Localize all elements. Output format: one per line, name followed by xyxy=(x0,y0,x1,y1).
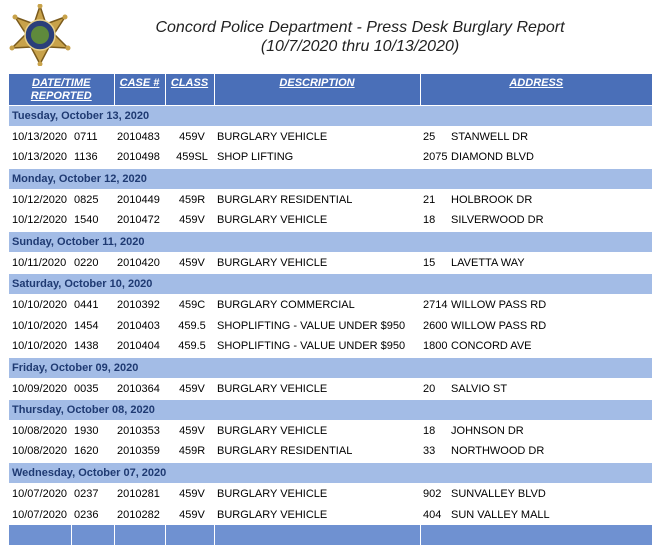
street-number: 15 xyxy=(423,256,436,269)
time-cell: 1930 xyxy=(74,424,99,437)
class-cell: 459.5 xyxy=(178,340,206,353)
street-number: 902 xyxy=(423,487,442,500)
description-cell: BURGLARY VEHICLE xyxy=(217,508,328,521)
class-cell: 459V xyxy=(179,487,205,500)
date-cell: 10/10/2020 xyxy=(12,298,68,311)
class-cell: 459V xyxy=(179,424,205,437)
address-header[interactable]: ADDRESS xyxy=(420,74,652,105)
time-cell: 1540 xyxy=(74,214,99,227)
table-row xyxy=(9,504,652,525)
burglary-report-table xyxy=(9,74,652,545)
address-cell xyxy=(420,147,652,168)
address-cell xyxy=(420,294,652,315)
address-cell xyxy=(420,378,652,399)
address-cell xyxy=(420,504,652,525)
table-row xyxy=(9,294,652,315)
date-time-header-label: DATE/TIME xyxy=(32,77,91,89)
date-cell: 10/13/2020 xyxy=(12,151,68,164)
table-row xyxy=(9,189,652,210)
description-cell: SHOP LIFTING xyxy=(217,151,294,164)
case-number-cell: 2010353 xyxy=(117,424,160,437)
table-row xyxy=(9,126,652,147)
class-cell: 459R xyxy=(178,193,206,206)
description-cell: BURGLARY VEHICLE xyxy=(217,382,328,395)
date-cell: 10/12/2020 xyxy=(12,214,68,227)
table-row xyxy=(9,378,652,399)
time-cell: 0236 xyxy=(74,508,99,521)
description-cell: BURGLARY VEHICLE xyxy=(217,487,328,500)
street-number: 1800 xyxy=(423,340,448,353)
time-cell: 1136 xyxy=(74,151,98,164)
street-name: HOLBROOK DR xyxy=(451,193,533,206)
street-number: 21 xyxy=(423,193,436,206)
table-row xyxy=(9,210,652,231)
report-body xyxy=(9,105,652,545)
description-cell: SHOPLIFTING - VALUE UNDER $950 xyxy=(217,319,406,332)
description-cell: BURGLARY COMMERCIAL xyxy=(217,298,355,311)
table-row xyxy=(9,252,652,273)
address-cell xyxy=(420,189,652,210)
date-cell: 10/10/2020 xyxy=(12,340,68,353)
description-header[interactable]: DESCRIPTION xyxy=(214,74,420,105)
footer-cell xyxy=(214,525,420,545)
report-date-range: (10/7/2020 thru 10/13/2020) xyxy=(260,38,460,55)
address-cell xyxy=(420,210,652,231)
date-cell: 10/07/2020 xyxy=(12,508,68,521)
day-group-header xyxy=(9,273,652,294)
day-label: Tuesday, October 13, 2020 xyxy=(9,105,652,126)
reported-header-label: REPORTED xyxy=(30,90,92,102)
description-cell: BURGLARY RESIDENTIAL xyxy=(217,445,353,458)
address-cell xyxy=(420,483,652,504)
day-label: Wednesday, October 07, 2020 xyxy=(9,462,652,483)
date-cell: 10/10/2020 xyxy=(12,319,68,332)
day-label: Sunday, October 11, 2020 xyxy=(9,231,652,252)
class-cell: 459V xyxy=(179,130,205,143)
table-footer-row xyxy=(9,525,652,545)
street-number: 2714 xyxy=(423,298,448,311)
street-number: 20 xyxy=(423,382,436,395)
street-name: JOHNSON DR xyxy=(451,424,524,437)
street-name: SUN VALLEY MALL xyxy=(451,508,550,521)
date-cell: 10/08/2020 xyxy=(12,424,68,437)
table-row xyxy=(9,336,652,357)
case-number-cell: 2010281 xyxy=(117,487,160,500)
day-group-header xyxy=(9,105,652,126)
class-cell: 459V xyxy=(179,214,205,227)
time-cell: 1438 xyxy=(74,340,99,353)
description-cell: BURGLARY VEHICLE xyxy=(217,256,328,269)
street-name: SALVIO ST xyxy=(451,382,508,395)
date-cell: 10/13/2020 xyxy=(12,130,68,143)
date-cell: 10/12/2020 xyxy=(12,193,68,206)
address-cell xyxy=(420,126,652,147)
report-title-block xyxy=(60,18,660,56)
street-number: 18 xyxy=(423,424,436,437)
address-cell xyxy=(420,336,652,357)
day-group-header xyxy=(9,168,652,189)
case-number-cell: 2010359 xyxy=(117,445,160,458)
table-row xyxy=(9,483,652,504)
date-cell: 10/07/2020 xyxy=(12,487,68,500)
footer-cell xyxy=(165,525,214,545)
address-cell xyxy=(420,252,652,273)
time-cell: 0035 xyxy=(74,382,99,395)
day-group-header xyxy=(9,462,652,483)
class-cell: 459V xyxy=(179,508,205,521)
footer-cell xyxy=(9,525,71,545)
case-number-cell: 2010403 xyxy=(117,319,160,332)
description-cell: BURGLARY VEHICLE xyxy=(217,214,328,227)
description-cell: BURGLARY VEHICLE xyxy=(217,130,328,143)
case-number-cell: 2010404 xyxy=(117,340,160,353)
street-name: LAVETTA WAY xyxy=(451,256,525,269)
table-header-row xyxy=(9,74,652,105)
case-number-cell: 2010449 xyxy=(117,193,160,206)
street-name: NORTHWOOD DR xyxy=(451,445,545,458)
case-number-cell: 2010483 xyxy=(117,130,160,143)
time-cell: 1620 xyxy=(74,445,99,458)
table-row xyxy=(9,315,652,336)
day-label: Friday, October 09, 2020 xyxy=(9,357,652,378)
day-group-header xyxy=(9,231,652,252)
day-group-header xyxy=(9,399,652,420)
case-number-cell: 2010282 xyxy=(117,508,160,521)
case-number-header[interactable]: CASE # xyxy=(114,74,165,105)
street-name: SILVERWOOD DR xyxy=(451,214,544,227)
street-number: 18 xyxy=(423,214,436,227)
street-number: 2600 xyxy=(423,319,448,332)
day-label: Thursday, October 08, 2020 xyxy=(9,399,652,420)
date-cell: 10/09/2020 xyxy=(12,382,68,395)
address-cell xyxy=(420,315,652,336)
case-number-cell: 2010472 xyxy=(117,214,160,227)
description-cell: BURGLARY RESIDENTIAL xyxy=(217,193,353,206)
footer-cell xyxy=(114,525,165,545)
class-cell: 459.5 xyxy=(178,319,206,332)
table-row xyxy=(9,420,652,441)
time-cell: 0441 xyxy=(74,298,99,311)
description-cell: BURGLARY VEHICLE xyxy=(217,424,328,437)
date-time-reported-header[interactable] xyxy=(9,74,114,105)
street-name: STANWELL DR xyxy=(451,130,529,143)
report-title: Concord Police Department - Press Desk Burglary Report xyxy=(155,19,565,36)
class-cell: 459SL xyxy=(176,151,208,164)
case-number-cell: 2010392 xyxy=(117,298,160,311)
street-number: 404 xyxy=(423,508,442,521)
class-cell: 459C xyxy=(178,298,206,311)
street-name: WILLOW PASS RD xyxy=(451,298,547,311)
street-number: 2075 xyxy=(423,151,448,164)
case-number-cell: 2010498 xyxy=(117,151,160,164)
street-name: CONCORD AVE xyxy=(451,340,532,353)
class-cell: 459V xyxy=(179,382,205,395)
street-name: SUNVALLEY BLVD xyxy=(451,487,546,500)
case-number-cell: 2010420 xyxy=(117,256,160,269)
time-cell: 1454 xyxy=(74,319,99,332)
table-row xyxy=(9,441,652,462)
description-cell: SHOPLIFTING - VALUE UNDER $950 xyxy=(217,340,406,353)
time-cell: 0237 xyxy=(74,487,99,500)
footer-cell xyxy=(71,525,114,545)
address-cell xyxy=(420,420,652,441)
day-label: Monday, October 12, 2020 xyxy=(9,168,652,189)
street-number: 25 xyxy=(423,130,436,143)
time-cell: 0825 xyxy=(74,193,99,206)
day-group-header xyxy=(9,357,652,378)
time-cell: 0711 xyxy=(74,130,98,143)
class-cell: 459R xyxy=(178,445,206,458)
table-row xyxy=(9,147,652,168)
street-name: DIAMOND BLVD xyxy=(451,151,534,164)
date-cell: 10/08/2020 xyxy=(12,445,68,458)
class-cell: 459V xyxy=(179,256,205,269)
day-label: Saturday, October 10, 2020 xyxy=(9,273,652,294)
date-cell: 10/11/2020 xyxy=(12,256,67,269)
class-header[interactable]: CLASS xyxy=(165,74,214,105)
time-cell: 0220 xyxy=(74,256,99,269)
footer-cell xyxy=(420,525,652,545)
street-number: 33 xyxy=(423,445,436,458)
address-cell xyxy=(420,441,652,462)
street-name: WILLOW PASS RD xyxy=(451,319,547,332)
case-number-cell: 2010364 xyxy=(117,382,160,395)
